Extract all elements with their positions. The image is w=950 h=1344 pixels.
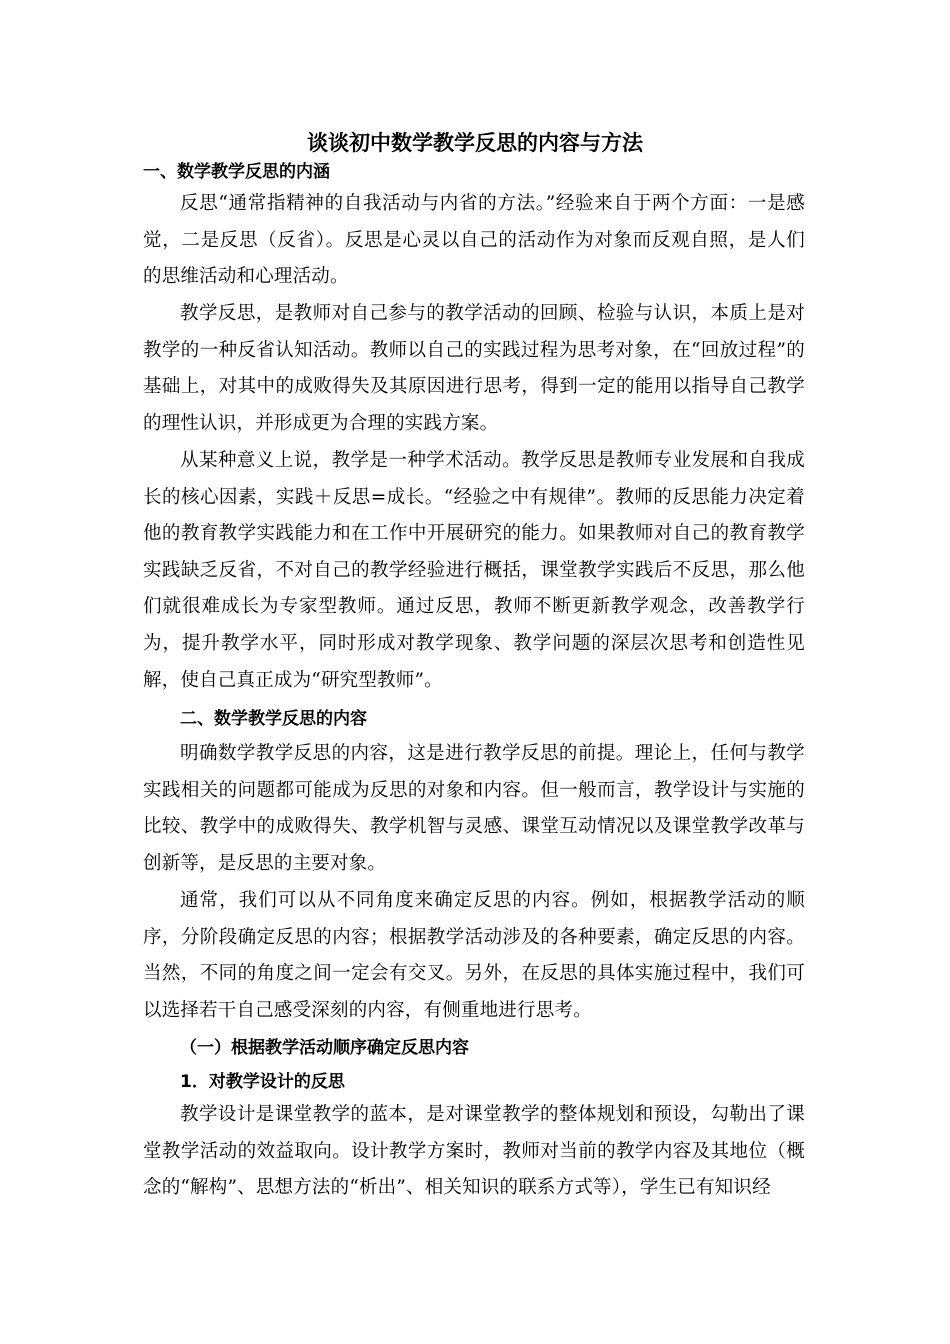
subsection-heading-1: （一）根据教学活动顺序确定反思内容 (180, 1038, 469, 1058)
paragraph-5: 通常，我们可以从不同角度来确定反思的内容。例如，根据教学活动的顺序，分阶段确定反思的内容；根据教学活动涉及的各种要素，确定反思的内容。当然，不同的角度之间一定会有交叉。另外，在反思的具体实施过程中，我们可以选择若干自己感受深刻的内容，有侧重地进行思考。 (143, 890, 805, 1021)
section-heading-1: 一、数学教学反思的内涵 (143, 162, 330, 182)
paragraph-6: 教学设计是课堂教学的蓝本，是对课堂教学的整体规划和预设，勾勒出了课堂教学活动的效益取向。设计教学方案时，教师对当前的教学内容及其地位（概念的“解构”、思想方法的“析出”、相关知识的联系方式等），学生已有知识经 (143, 1104, 805, 1199)
subsection-heading-2: 1．对教学设计的反思 (180, 1072, 345, 1092)
paragraph-4: 明确数学教学反思的内容，这是进行教学反思的前提。理论上，任何与教学实践相关的问题都可能成为反思的对象和内容。但一般而言，教学设计与实施的比较、教学中的成败得失、教学机智与灵感、课堂互动情况以及课堂教学改革与创新等，是反思的主要对象。 (143, 743, 805, 874)
section-heading-2: 二、数学教学反思的内容 (180, 709, 367, 729)
document-title: 谈谈初中数学教学反思的内容与方法 (307, 131, 643, 155)
paragraph-2: 教学反思，是教师对自己参与的教学活动的回顾、检验与认识，本质上是对教学的一种反省认知活动。教师以自己的实践过程为思考对象，在“回放过程”的基础上，对其中的成败得失及其原因进行思考，得到一定的能用以指导自己教学的理性认识，并形成更为合理的实践方案。 (143, 303, 805, 434)
paragraph-1: 反思“通常指精神的自我活动与内省的方法。”经验来自于两个方面：一是感觉，二是反思（反省）。反思是心灵以自己的活动作为对象而反观自照，是人们的思维活动和心理活动。 (143, 193, 805, 288)
paragraph-3: 从某种意义上说，教学是一种学术活动。教学反思是教师专业发展和自我成长的核心因素，实践＋反思=成长。“经验之中有规律”。教师的反思能力决定着他的教育教学实践能力和在工作中开展研究的能力。如果教师对自己的教育教学实践缺乏反省，不对自己的教学经验进行概括，课堂教学实践后不反思，那么他们就很难成长为专家型教师。通过反思，教师不断更新教学观念，改善教学行为，提升教学水平，同时形成对教学现象、教学问题的深层次思考和创造性见解，使自己真正成为“研究型教师”。 (143, 450, 805, 691)
